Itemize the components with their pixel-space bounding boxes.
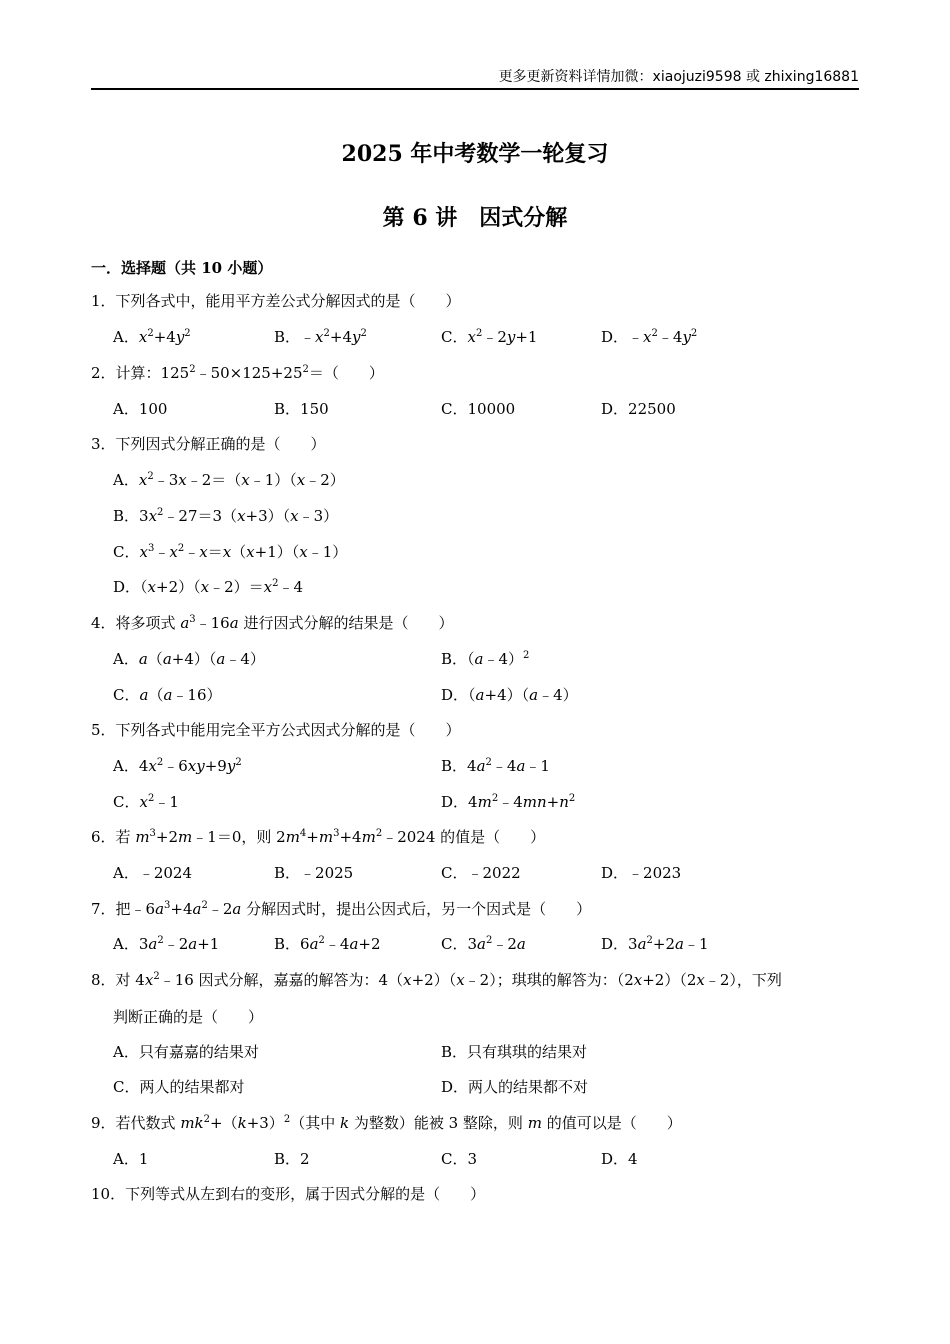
question-6-option-c: C．﹣2022 [441, 864, 521, 882]
question-3-stem: 3．下列因式分解正确的是（ ） [91, 435, 326, 453]
document-title: 2025 年中考数学一轮复习 [341, 141, 609, 167]
section-heading: 一．选择题（共 10 小题） [91, 259, 273, 277]
question-1-option-c: C．$x^2﹣2y+1$ [441, 328, 538, 346]
question-2-option-d: D．22500 [601, 400, 676, 418]
question-9-option-d: D．4 [601, 1150, 638, 1168]
question-1-option-b: B．$﹣x^2+4y^2$ [274, 328, 367, 346]
question-4-stem: 4．将多项式 $a^3﹣16a$ 进行因式分解的结果是（ ） [91, 614, 454, 632]
question-4-option-b: B．（a﹣4）$^2$ [441, 650, 530, 668]
question-8-option-d: D．两人的结果都不对 [441, 1078, 589, 1096]
question-7-stem: 7．把$﹣6a^3+4a^2﹣2a$ 分解因式时，提出公因式后，另一个因式是（ ） [91, 900, 592, 918]
question-3-option-d: D．$(x+2)(x﹣2)=x^2﹣4$ [113, 578, 304, 596]
question-9-stem: 9．若代数式 $mk^2+(k+3)^2$（其中 k 为整数）能被 3 整除，则 m 的值可以是（ ） [91, 1114, 682, 1132]
question-5-option-a: A．$4x^2﹣6xy+9y^2$ [113, 757, 242, 775]
question-5-option-b: B．$4a^2﹣4a﹣1$ [441, 757, 550, 775]
question-8-option-a: A．只有嘉嘉的结果对 [113, 1043, 259, 1061]
question-8-stem: 8．对 $4x^2﹣16$ 因式分解，嘉嘉的解答为：4（x+2）（x﹣2）；琪琪的解答为：（2x+2）（2x﹣2），下列 [91, 971, 782, 989]
question-2-stem: 2．计算：$125^2﹣50\times 125+25^2=$（ ） [91, 364, 384, 382]
question-5-option-c: C．$x^2﹣1$ [113, 793, 179, 811]
question-10-stem: 10．下列等式从左到右的变形，属于因式分解的是（ ） [91, 1185, 486, 1203]
question-9-option-c: C．3 [441, 1150, 478, 1168]
question-1-option-a: A．$x^2+4y^2$ [113, 328, 191, 346]
question-8-option-c: C．两人的结果都对 [113, 1078, 245, 1096]
question-7-option-c: C．$3a^2﹣2a$ [441, 935, 526, 953]
question-9-option-a: A．1 [113, 1150, 149, 1168]
question-8-option-b: B．只有琪琪的结果对 [441, 1043, 588, 1061]
question-4-option-a: A．a（a+4）（a﹣4） [113, 650, 265, 668]
question-1-option-d: D．$﹣x^2﹣4y^2$ [601, 328, 698, 346]
question-6-option-b: B．﹣2025 [274, 864, 354, 882]
question-5-option-d: D．$4m^2﹣4mn+n^2$ [441, 793, 576, 811]
question-6-stem: 6．若 $m^3+2m﹣1=0$，则 $2m^4+m^3+4m^2﹣2024$ 的值是（ ） [91, 828, 546, 846]
question-4-option-d: D．（a+4）（a﹣4） [441, 686, 578, 704]
question-4-option-c: C．a（a﹣16） [113, 686, 222, 704]
question-8-stem-line-2: 判断正确的是（ ） [113, 1008, 264, 1026]
question-3-option-a: A．$x^2﹣3x﹣2=(x﹣1)(x﹣2)$ [113, 471, 345, 489]
question-7-option-a: A．$3a^2﹣2a+1$ [113, 935, 220, 953]
question-2-option-a: A．100 [113, 400, 168, 418]
question-1-stem: 1．下列各式中，能用平方差公式分解因式的是（ ） [91, 292, 461, 310]
page-header [91, 68, 859, 90]
question-9-option-b: B．2 [274, 1150, 310, 1168]
question-6-option-d: D．﹣2023 [601, 864, 682, 882]
question-2-option-b: B．150 [274, 400, 329, 418]
question-2-option-c: C．10000 [441, 400, 516, 418]
lesson-subtitle: 第 6 讲 因式分解 [382, 205, 568, 231]
question-7-option-d: D．$3a^2+2a﹣1$ [601, 935, 709, 953]
header-contact-text: 更多更新资料详情加微：xiaojuzi9598 或 zhixing16881 [498, 69, 859, 85]
question-6-option-a: A．﹣2024 [113, 864, 193, 882]
question-3-option-b: B．$3x^2﹣27=3(x+3)(x﹣3)$ [113, 507, 339, 525]
question-3-option-c: C．$x^3﹣x^2﹣x=x(x+1)(x﹣1)$ [113, 543, 348, 561]
question-5-stem: 5．下列各式中能用完全平方公式因式分解的是（ ） [91, 721, 461, 739]
question-7-option-b: B．$6a^2﹣4a+2$ [274, 935, 381, 953]
